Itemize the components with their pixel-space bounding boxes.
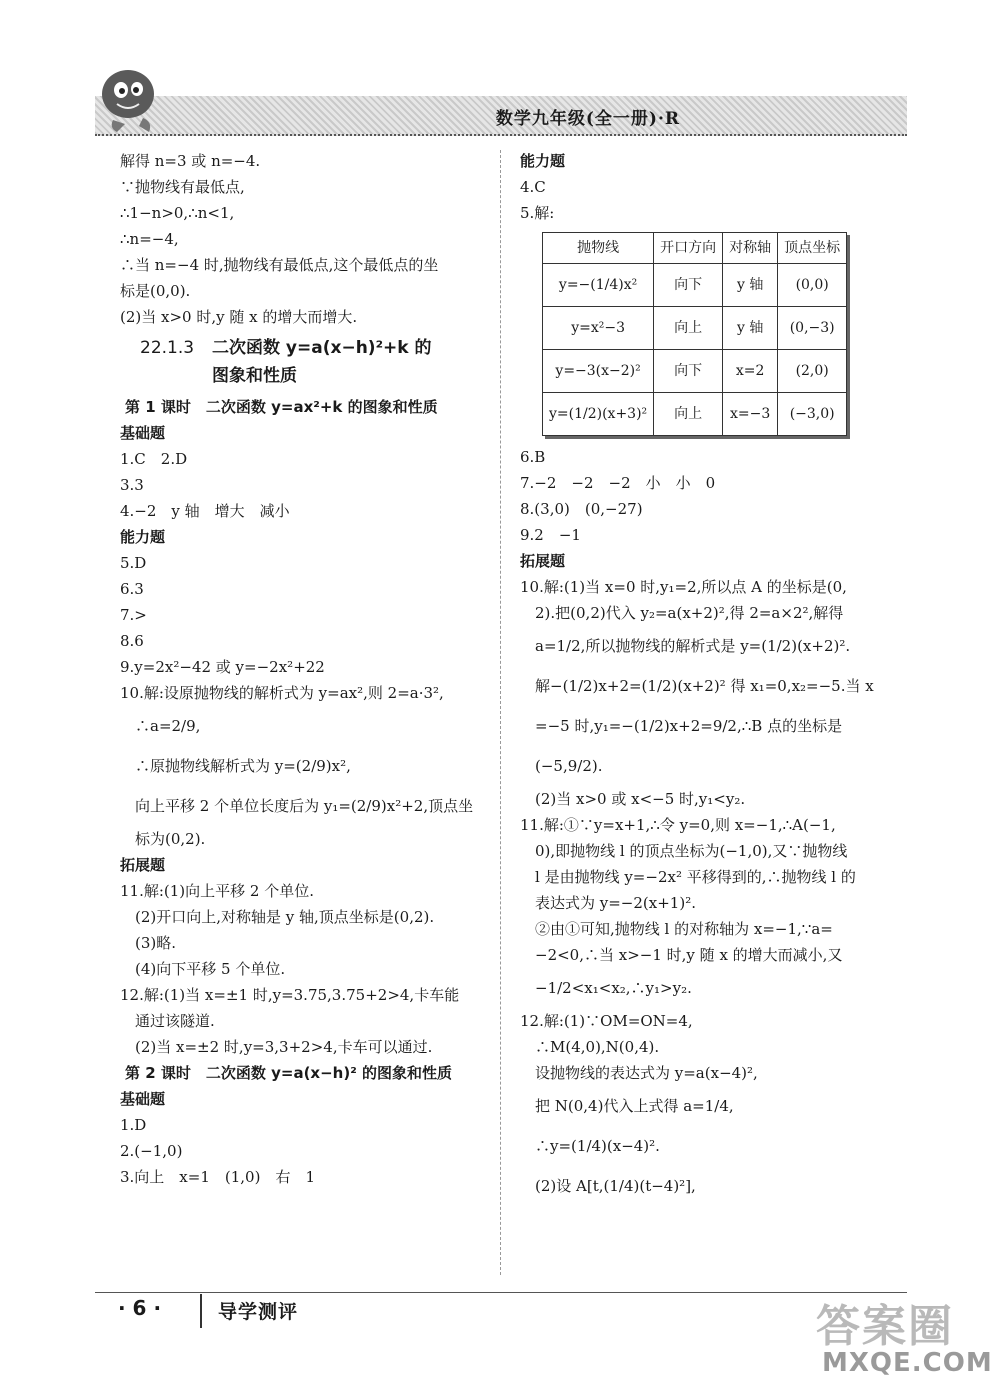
answer-line: 10.解:(1)当 x=0 时,y₁=2,所以点 A 的坐标是(0, <box>520 578 847 596</box>
answer-line: (2)当 x>0 或 x<−5 时,y₁<y₂. <box>520 790 746 808</box>
answer-line: 通过该隧道. <box>120 1012 215 1030</box>
table-row <box>543 393 847 436</box>
answer-line: 7.−2 −2 −2 小 小 0 <box>520 474 716 492</box>
table-header-cell: 抛物线 <box>543 233 654 264</box>
answer-line: 2).把(0,2)代入 y₂=a(x+2)²,得 2=a×2²,解得 <box>520 604 844 622</box>
table-cell: (2,0) <box>778 350 847 393</box>
left-block-c <box>120 1086 490 1190</box>
page-number: · 6 · <box>118 1296 162 1320</box>
table-cell: y=x²−3 <box>543 307 654 350</box>
answer-line: 11.解:(1)向上平移 2 个单位. <box>120 882 315 900</box>
answer-line: (4)向下平移 5 个单位. <box>120 960 286 978</box>
subsection-heading: 能力题 <box>520 152 566 170</box>
table-cell: (−3,0) <box>778 393 847 436</box>
table-cell: 向下 <box>654 264 723 307</box>
answer-line: (3)略. <box>120 934 177 952</box>
section-number: 22.1.3 <box>140 338 195 358</box>
subsection-heading: 基础题 <box>120 1090 166 1108</box>
answer-line: 9.y=2x²−42 或 y=−2x²+22 <box>120 658 325 676</box>
table-header-cell: 开口方向 <box>654 233 723 264</box>
subsection-heading: 基础题 <box>120 424 166 442</box>
table-row <box>543 350 847 393</box>
answer-line: 1.C 2.D <box>120 450 188 468</box>
right-block-a <box>520 148 910 226</box>
table-cell: 向上 <box>654 307 723 350</box>
answer-line: 把 N(0,4)代入上式得 a=1/4, <box>520 1097 734 1115</box>
answer-line: 表达式为 y=−2(x+1)². <box>520 894 696 912</box>
answer-line: 设抛物线的表达式为 y=a(x−4)², <box>520 1064 758 1082</box>
left-block-b <box>120 420 490 1060</box>
table-row <box>543 307 847 350</box>
lesson1-title: 第 1 课时 二次函数 y=ax²+k 的图象和性质 <box>125 398 438 416</box>
table-cell: y=(1/2)(x+3)² <box>543 393 654 436</box>
subsection-heading: 拓展题 <box>520 552 566 570</box>
answer-line: ②由①可知,抛物线 l 的对称轴为 x=−1,∵a= <box>520 920 833 938</box>
answer-line: =−5 时,y₁=−(1/2)x+2=9/2,∴B 点的坐标是 <box>520 717 843 735</box>
answer-line: ∴M(4,0),N(0,4). <box>520 1038 660 1056</box>
answer-line: −2<0,∴当 x>−1 时,y 随 x 的增大而减小,又 <box>520 946 843 964</box>
answer-line: 标是(0,0). <box>120 282 191 300</box>
answer-line: ∴a=2/9, <box>120 717 201 735</box>
answer-line: (2)当 x=±2 时,y=3,3+2>4,卡车可以通过. <box>120 1038 433 1056</box>
table-cell: x=2 <box>723 350 778 393</box>
answer-line: 向上平移 2 个单位长度后为 y₁=(2/9)x²+2,顶点坐 <box>120 797 474 815</box>
answer-line: −1/2<x₁<x₂,∴y₁>y₂. <box>520 979 692 997</box>
answer-line: 3.向上 x=1 (1,0) 右 1 <box>120 1168 315 1186</box>
table-cell: 向上 <box>654 393 723 436</box>
answer-line: l 是由抛物线 y=−2x² 平移得到的,∴抛物线 l 的 <box>520 868 856 886</box>
table-cell: y 轴 <box>723 307 778 350</box>
answer-line: ∴当 n=−4 时,抛物线有最低点,这个最低点的坐 <box>120 256 439 274</box>
table-cell: 向下 <box>654 350 723 393</box>
table-header-row <box>543 233 847 264</box>
table-header-cell: 对称轴 <box>723 233 778 264</box>
answer-line: (−5,9/2). <box>520 757 603 775</box>
answer-line: ∴y=(1/4)(x−4)². <box>520 1137 660 1155</box>
right-column <box>520 148 910 1206</box>
footer-brand: 导学测评 <box>218 1301 299 1323</box>
footer-rule <box>95 1292 907 1293</box>
lesson2-title: 第 2 课时 二次函数 y=a(x−h)² 的图象和性质 <box>125 1064 452 1082</box>
footer-separator <box>200 1294 202 1328</box>
header-title: 数学九年级(全一册)·R <box>495 109 680 129</box>
answer-line: 9.2 −1 <box>520 526 581 544</box>
answer-line: (2)开口向上,对称轴是 y 轴,顶点坐标是(0,2). <box>120 908 435 926</box>
answer-line: 解−(1/2)x+2=(1/2)(x+2)² 得 x₁=0,x₂=−5.当 x <box>520 677 874 695</box>
subsection-heading: 能力题 <box>120 528 166 546</box>
table-cell: (0,0) <box>778 264 847 307</box>
answer-line: 4.−2 y 轴 增大 减小 <box>120 502 290 520</box>
table-cell: y 轴 <box>723 264 778 307</box>
answer-line: 11.解:①∵y=x+1,∴令 y=0,则 x=−1,∴A(−1, <box>520 816 836 834</box>
answer-line: 6.B <box>520 448 546 466</box>
table-row <box>543 264 847 307</box>
answer-line: (2)设 A[t,(1/4)(t−4)²], <box>520 1177 696 1195</box>
column-divider <box>500 150 501 1275</box>
left-column <box>120 148 490 1190</box>
table-header-cell: 顶点坐标 <box>778 233 847 264</box>
answer-line: ∴1−n>0,∴n<1, <box>120 204 235 222</box>
answer-line: 7.> <box>120 606 147 624</box>
left-block-a <box>120 148 490 330</box>
answer-line: 12.解:(1)∵OM=ON=4, <box>520 1012 693 1030</box>
answer-line: 5.D <box>120 554 147 572</box>
answer-line: 10.解:设原抛物线的解析式为 y=ax²,则 2=a·3², <box>120 684 444 702</box>
watermark <box>816 1290 996 1385</box>
table-cell: y=−(1/4)x² <box>543 264 654 307</box>
answer-line: 8.(3,0) (0,−27) <box>520 500 643 518</box>
answer-line: 12.解:(1)当 x=±1 时,y=3.75,3.75+2>4,卡车能 <box>120 986 460 1004</box>
right-block-b <box>520 444 910 1206</box>
answer-line: ∵抛物线有最低点, <box>120 178 245 196</box>
answer-line: ∴n=−4, <box>120 230 179 248</box>
section-title-line1: 二次函数 y=a(x−h)²+k 的 <box>212 338 432 358</box>
watermark-site: MXQE.COM <box>822 1348 993 1378</box>
subsection-heading: 拓展题 <box>120 856 166 874</box>
table-body <box>543 264 847 436</box>
section-title <box>140 334 490 390</box>
table-cell: y=−3(x−2)² <box>543 350 654 393</box>
mascot-logo <box>95 62 165 136</box>
properties-table <box>542 232 847 436</box>
answer-line: 1.D <box>120 1116 147 1134</box>
answer-line: a=1/2,所以抛物线的解析式是 y=(1/2)(x+2)². <box>520 637 851 655</box>
table-cell: (0,−3) <box>778 307 847 350</box>
answer-line: 0),即抛物线 l 的顶点坐标为(−1,0),又∵抛物线 <box>520 842 848 860</box>
answer-line: (2)当 x>0 时,y 随 x 的增大而增大. <box>120 308 358 326</box>
answer-line: 6.3 <box>120 580 144 598</box>
answer-line: ∴原抛物线解析式为 y=(2/9)x², <box>120 757 351 775</box>
answer-line: 2.(−1,0) <box>120 1142 183 1160</box>
watermark-logo-text: 答案圈 <box>816 1301 954 1352</box>
answer-line: 8.6 <box>120 632 144 650</box>
answer-line: 4.C <box>520 178 546 196</box>
answer-line: 3.3 <box>120 476 144 494</box>
section-title-line2: 图象和性质 <box>212 366 297 386</box>
answer-line: 标为(0,2). <box>120 830 206 848</box>
answer-line: 5.解: <box>520 204 555 222</box>
table-cell: x=−3 <box>723 393 778 436</box>
answer-line: 解得 n=3 或 n=−4. <box>120 152 261 170</box>
